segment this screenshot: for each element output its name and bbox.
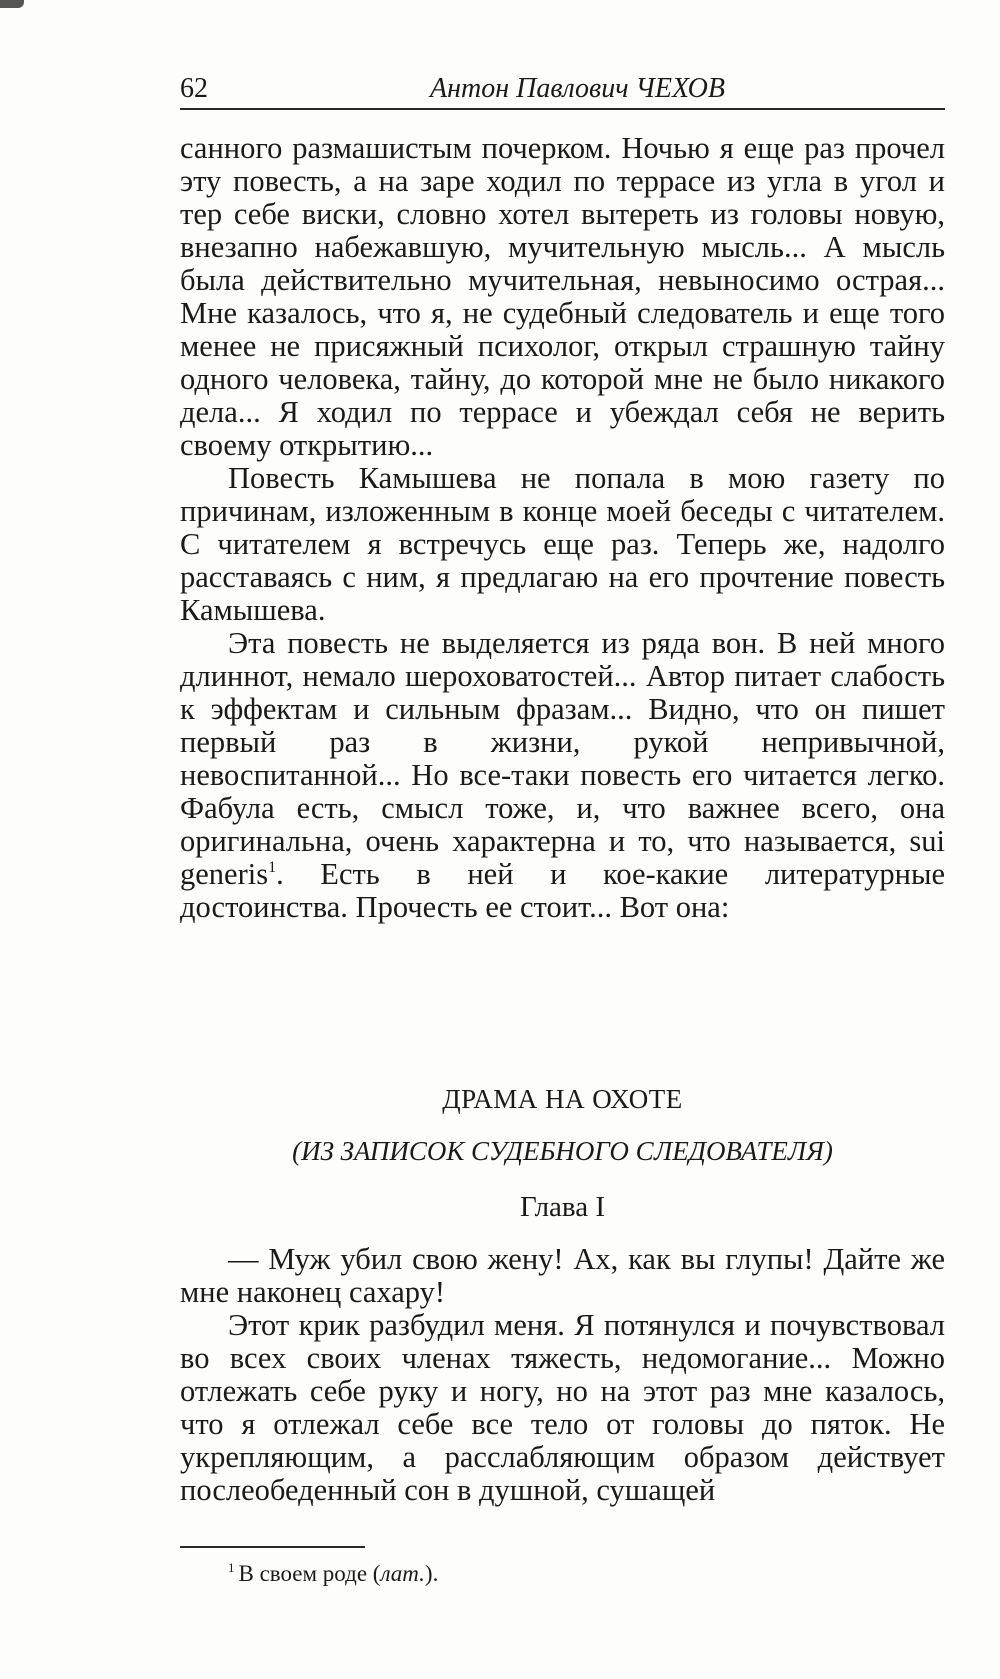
chapter-title: Глава I [519,1191,606,1223]
scan-corner-mark [0,0,24,8]
page-number: 62 [180,73,208,104]
footnote-closing: ). [424,1561,439,1586]
main-text [180,132,945,924]
paragraph-text: Эта повесть не выделяется из ряда вон. В ней много длиннот, немало шероховатостей... Автор питает слабость к эффектам и сильным фразам... Видно, что он пишет первый раз в жизни, рукой непривычной, невоспитанной... Но все-таки повесть его читается легко. Фабула есть, смысл тоже, и, что важнее всего, она оригинальна, очень характерна и то, что называется, sui generis [180,626,945,891]
chapter-text [180,1243,945,1507]
paragraph: Этот крик разбудил меня. Я потянулся и почувствовал во всех своих членах тяжесть, недомогание... Можно отлежать себе руку и ногу, но на этот раз мне казалось, что я отлежал себе все тело от головы до пяток. Не укрепляющим, а расслабляющим образом действует послеобеденный сон в душной, сушащей [180,1308,945,1507]
running-head-author: Антон Павлович ЧЕХОВ [430,73,725,104]
drama-subtitle: (ИЗ ЗАПИСОК СУДЕБНОГО СЛЕДОВАТЕЛЯ) [292,1136,833,1166]
drama-title: ДРАМА НА ОХОТЕ [442,1084,683,1114]
paragraph-continued: санного размашистым почерком. Ночью я еще раз прочел эту повесть, а на заре ходил по террасе из угла в угол и тер себе виски, словно хотел вытереть из головы новую, внезапно набежавшую, мучительную мысль... А мысль была действительно мучительная, невыносимо острая... Мне казалось, что я, не судебный следователь и еще того менее не присяжный психолог, открыл страшную тайну одного человека, тайну, до которой мне не было никакого дела... Я ходил по террасе и убеждал себя не верить своему открытию... [180,131,945,462]
footnote-abbreviation: лат. [380,1561,425,1586]
footnote-divider [180,1546,365,1548]
paragraph: Повесть Камышева не попала в мою газету по причинам, изложенным в конце моей беседы с читателем. С читателем я встречусь еще раз. Теперь же, надолго расставаясь с ним, я предлагаю на его прочтение повесть Камышева. [180,461,945,627]
footnote-marker: 1 [228,1560,235,1575]
footnote-text: В своем роде ( [238,1561,381,1586]
dialogue-paragraph: — Муж убил свою жену! Ах, как вы глупы! Дайте же мне наконец сахару! [180,1242,945,1309]
paragraph-with-footnote [180,627,945,924]
footnote-reference: 1 [268,859,277,876]
running-head [180,72,945,110]
footnote [228,1560,438,1588]
paragraph-text: . Есть в ней и кое-какие литературные достоинства. Прочесть ее стоит... Вот она: [180,857,945,924]
